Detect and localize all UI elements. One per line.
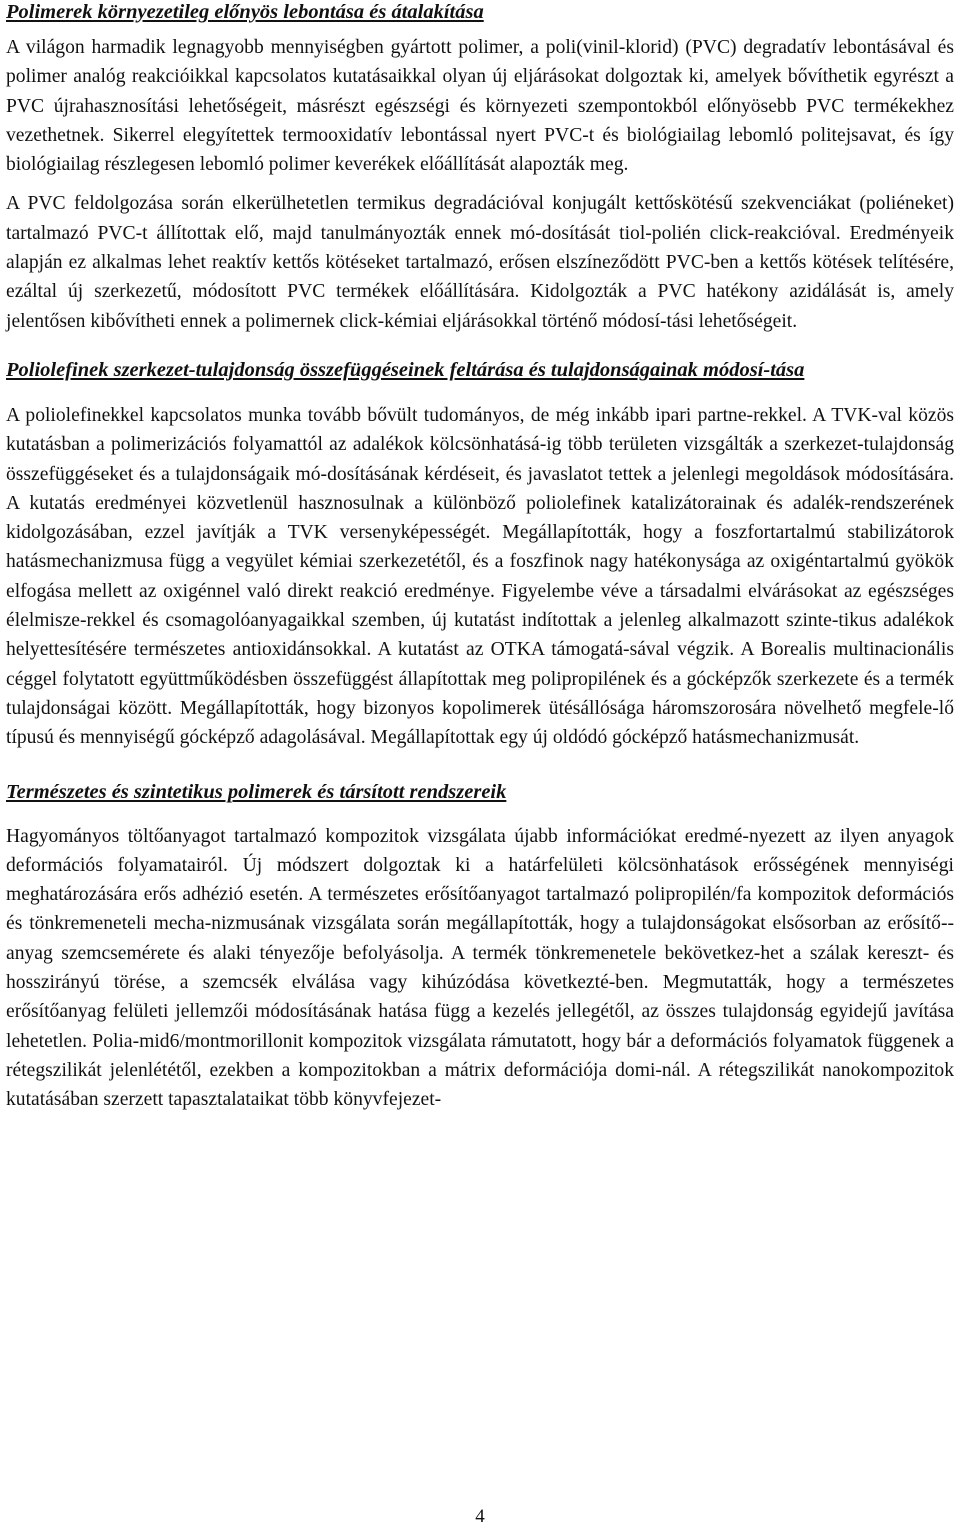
section-heading-polyolefins: Poliolefinek szerkezet-tulajdonság összefüggéseinek feltárása és tulajdonságainak módosí-tása	[6, 358, 805, 381]
paragraph-polyolefins: A poliolefinekkel kapcsolatos munka tovább bővült tudományos, de még inkább ipari partne-rekkel. A TVK-val közös kutatásban a polimerizációs folyamattól az adalékok kölcsönhatásá-ig több területen vizsgálták a szerkezet-tulajdonság összefüggéseket és a tulajdonságaik mó-dosításának kérdéseit, és javaslatot tettek a jelenlegi megoldások módosítására. A kutatás eredményei közvetlenül hasznosulnak a különböző poliolefinek katalizátorainak és adalék-rendszerének kidolgozásában, ezzel javítják a TVK versenyképességét. Megállapították, hogy a foszfortartalmú stabilizátorok hatásmechanizmusa függ a vegyület kémiai szerkezetétől, és a foszfinok nagy hatékonysága az oxigéntartalmú gyökök elfogása mellett az oxigénnel való direkt reakció eredménye. Figyelembe véve a társadalmi elvárásokat az egészséges élelmisze-rekkel és csomagolóanyagaikkal szemben, új kutatást indítottak a jelenleg alkalmazott szinte-tikus adalékok helyettesítésére természetes antioxidánsokkal. A kutatást az OTKA támogatá-sával végzik. A Borealis multinacionális céggel folytatott együttműködésben összefüggést állapítottak meg polipropilének és a gócképzők szerkezete és a termék tulajdonságai között. Megállapították, hogy bizonyos kopolimerek ütésállósága háromszorosára növelhető megfele-lő típusú és mennyiségű gócképző adagolásával. Megállapítottak egy új oldódó gócképző hatásmechanizmusát.	[6, 404, 954, 749]
paragraph-pvc-2: A PVC feldolgozása során elkerülhetetlen termikus degradációval konjugált kettőskötésű szekvenciákat (poliéneket) tartalmazó PVC-t állítottak elő, majd tanulmányozták ennek mó-dosítását tiol-polién click-reakcióval. Eredményeik alapján ez alkalmas lehet reaktív kettős kötéseket tartalmazó, erősen elszíneződött PVC-ben a kettős kötések telítésére, ezáltal új szerkezetű, módosított PVC termékek előállítására. Kidolgozták a PVC hatékony azidálását is, amely jelentősen kibővítheti ennek a polimernek click-kémiai eljárásokkal történő módosí-tási lehetőségeit.	[6, 193, 954, 332]
section-heading-pvc: Polimerek környezetileg előnyös lebontása és átalakítása	[6, 1, 484, 23]
document-page	[6, 0, 954, 1115]
page-number: 4	[475, 1506, 485, 1527]
paragraph-pvc-1: A világon harmadik legnagyobb mennyiségben gyártott polimer, a poli(vinil-klorid) (PVC) degradatív lebontásával és polimer analóg reakcióikkal kapcsolatos kutatásaikkal olyan új eljárásokat dolgoztak ki, amelyek bővíthetik egyrészt a PVC újrahasznosítási lehetőségeit, másrészt egészségi és környezeti szempontokból előnyösebb PVC termékekhez vezethetnek. Sikerrel elegyítettek termooxidatív lebontással nyert PVC-t és biológiailag lebomló politejsavat, és így biológiailag részlegesen lebomló polimer keverékek előállítását alapozták meg.	[6, 37, 954, 176]
section-heading-composites: Természetes és szintetikus polimerek és társított rendszereik	[6, 780, 507, 803]
paragraph-composites: Hagyományos töltőanyagot tartalmazó kompozitok vizsgálata újabb információkat eredmé-nyezett az ilyen anyagok deformációs folyamatairól. Új módszert dolgoztak ki a határfelületi kölcsönhatások erősségének mennyiségi meghatározására erős adhézió esetén. A természetes erősítőanyagot tartalmazó polipropilén/fa kompozitok deformációs és tönkremeneteli mecha-nizmusának vizsgálata során megállapították, hogy a tulajdonságokat elsősorban az erősítő-anyag szemcsemérete és alaki tényezője befolyásolja. A termék tönkremenetele bekövetkez-het a szálak kereszt- és hosszirányú törése, a szemcsék elválása vagy kihúzódása következté-ben. Megmutatták, hogy a természetes erősítőanyag felületi jellemzői módosításának hatása függ a kezelés jellegétől, az összes tulajdonság egyidejű javítása lehetetlen. Polia-mid6/montmorillonit kompozitok vizsgálata rámutatott, hogy bár a deformációs folyamatok függenek a rétegszilikát jelenlététől, ezekben a kompozitokban a mátrix deformációja domi-nál. A rétegszilikát nanokompozitok kutatásában szerzett tapasztalataikat több könyvfejezet-	[6, 825, 954, 1111]
